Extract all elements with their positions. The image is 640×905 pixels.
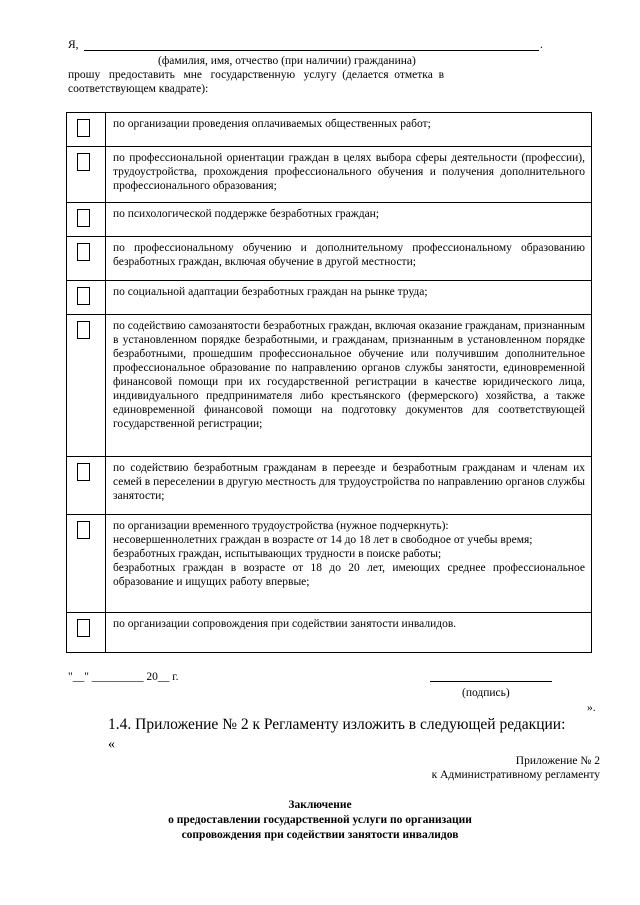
option-row bbox=[67, 147, 592, 203]
signature-line[interactable] bbox=[430, 681, 552, 682]
request-line-1: прошу предоставить мне государственную услугу (делается отметка в bbox=[68, 69, 444, 81]
request-line-2: соответствующем квадрате): bbox=[68, 83, 209, 95]
option-checkbox[interactable] bbox=[77, 619, 90, 637]
closing-quote: ». bbox=[587, 702, 596, 714]
option-text: по организации сопровождения при содействии занятости инвалидов. bbox=[106, 613, 592, 653]
option-row bbox=[67, 515, 592, 613]
conclusion-title: Заключение bbox=[288, 799, 352, 811]
conclusion-subtitle-2: сопровождения при содействии занятости инвалидов bbox=[181, 829, 459, 841]
option-row bbox=[67, 281, 592, 315]
service-options-table bbox=[66, 112, 592, 653]
option-text: по профессиональной ориентации граждан в целях выбора сферы деятельности (профессии), трудоустройства, прохождения профессионального обучения и получения дополнительного профессионального образования; bbox=[106, 147, 592, 203]
option-checkbox[interactable] bbox=[77, 243, 90, 261]
option-text: по содействию самозанятости безработных граждан, включая оказание гражданам, признанным в установленном порядке безработными, и гражданам, признанным в установленном порядке безработными, прошедшим профессиональное обучение или получившим дополнительное профессиональное образование по направлению органов службы занятости, единовременной финансовой помощи при их государственной регистрации в качестве юридического лица, индивидуального предпринимателя либо крестьянского (фермерского) хозяйства, а также единовременной финансовой помощи на подготовку документов для соответствующей государственной регистрации; bbox=[106, 315, 592, 457]
amendment-text: 1.4. Приложение № 2 к Регламенту изложить в следующей редакции: bbox=[108, 716, 566, 733]
option-text-temporary-employment bbox=[106, 515, 592, 613]
option-row bbox=[67, 315, 592, 457]
applicant-prefix: Я, bbox=[68, 39, 79, 51]
applicant-caption: (фамилия, имя, отчество (при наличии) гражданина) bbox=[158, 55, 416, 67]
option-row bbox=[67, 113, 592, 147]
appendix-label: Приложение № 2 bbox=[515, 755, 600, 767]
opening-quote: « bbox=[108, 737, 115, 752]
temp-employment-youth[interactable]: безработных граждан в возрасте от 18 до 20 лет, имеющих среднее профессиональное образование и ищущих работу впервые; bbox=[113, 562, 585, 588]
temp-employment-minors[interactable]: несовершеннолетних граждан в возрасте от 14 до 18 лет в свободное от учебы время; bbox=[113, 534, 533, 546]
option-text: по социальной адаптации безработных граждан на рынке труда; bbox=[106, 281, 592, 315]
appendix-reference: к Административному регламенту bbox=[431, 769, 600, 781]
option-text: по организации проведения оплачиваемых общественных работ; bbox=[106, 113, 592, 147]
option-checkbox[interactable] bbox=[77, 321, 90, 339]
date-field[interactable]: "__" _________ 20__ г. bbox=[68, 671, 179, 683]
temp-employment-intro: по организации временного трудоустройства (нужное подчеркнуть): bbox=[113, 520, 449, 532]
option-checkbox[interactable] bbox=[77, 119, 90, 137]
applicant-suffix: . bbox=[540, 39, 543, 51]
option-row bbox=[67, 457, 592, 515]
option-checkbox[interactable] bbox=[77, 521, 90, 539]
option-checkbox[interactable] bbox=[77, 209, 90, 227]
option-row bbox=[67, 203, 592, 237]
option-row bbox=[67, 237, 592, 281]
option-checkbox[interactable] bbox=[77, 463, 90, 481]
option-text: по профессиональному обучению и дополнительному профессиональному образованию безработных граждан, включая обучение в другой местности; bbox=[106, 237, 592, 281]
applicant-name-field[interactable] bbox=[84, 50, 539, 51]
option-checkbox[interactable] bbox=[77, 153, 90, 171]
temp-employment-difficulty[interactable]: безработных граждан, испытывающих трудности в поиске работы; bbox=[113, 548, 442, 560]
option-row bbox=[67, 613, 592, 653]
option-checkbox[interactable] bbox=[77, 287, 90, 305]
signature-caption: (подпись) bbox=[462, 687, 510, 699]
conclusion-subtitle-1: о предоставлении государственной услуги по организации bbox=[168, 814, 472, 826]
option-text: по психологической поддержке безработных граждан; bbox=[106, 203, 592, 237]
option-text: по содействию безработным гражданам в переезде и безработным гражданам и членам их семей в переселении в другую местность для трудоустройства по направлению органов службы занятости; bbox=[106, 457, 592, 515]
